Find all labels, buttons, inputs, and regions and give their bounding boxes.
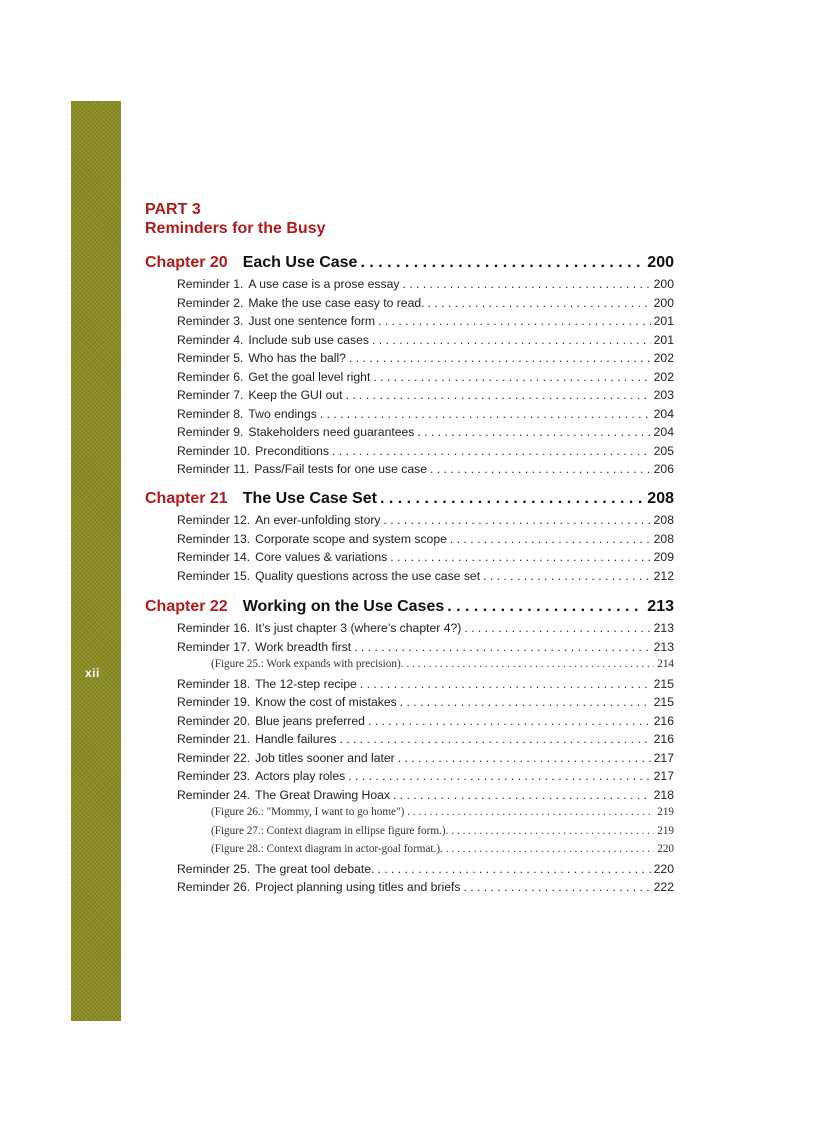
dot-leader xyxy=(430,462,651,476)
reminder-label: Reminder 1. xyxy=(177,277,244,291)
reminder-entry[interactable] xyxy=(177,388,674,402)
chapter-title: Working on the Use Cases xyxy=(242,598,445,615)
entry-page-number: 217 xyxy=(653,769,674,783)
reminder-title: Blue jeans preferred xyxy=(255,713,365,728)
reminder-entry[interactable] xyxy=(177,880,674,894)
entry-page-number: 222 xyxy=(653,880,674,894)
entry-page-number: 213 xyxy=(653,621,674,635)
dot-leader xyxy=(450,532,651,546)
reminder-entry[interactable] xyxy=(177,370,674,384)
reminder-title: Core values & variations xyxy=(255,550,388,564)
entry-page-number: 202 xyxy=(653,351,674,365)
reminder-label: Reminder 23. xyxy=(177,769,251,783)
dot-leader xyxy=(354,640,651,654)
dot-leader xyxy=(464,621,650,635)
entry-page-number: 218 xyxy=(653,787,674,802)
reminder-label: Reminder 6. xyxy=(177,369,244,384)
reminder-label: Reminder 26. xyxy=(177,880,251,894)
entry-page-number: 204 xyxy=(653,425,674,439)
reminder-label: Reminder 18. xyxy=(177,676,251,691)
reminder-label: Reminder 3. xyxy=(177,314,244,328)
reminder-title: It’s just chapter 3 (where’s chapter 4?) xyxy=(255,621,462,635)
entry-page-number: 208 xyxy=(653,513,674,527)
chapter-number: Chapter 21 xyxy=(145,490,228,507)
reminder-label: Reminder 7. xyxy=(177,388,244,402)
reminder-title: An ever-unfolding story xyxy=(255,513,381,527)
page-sidebar-band xyxy=(71,101,121,1021)
dot-leader xyxy=(447,598,644,616)
reminder-entry[interactable] xyxy=(177,677,674,691)
reminder-title: Work breadth first xyxy=(255,639,352,654)
figure-title: (Figure 26.: "Mommy, I want to go home") xyxy=(211,806,405,818)
entry-page-number: 209 xyxy=(653,550,674,564)
dot-leader xyxy=(398,751,651,765)
figure-entry[interactable] xyxy=(211,825,674,837)
reminder-entry[interactable] xyxy=(177,513,674,527)
reminder-entry[interactable] xyxy=(177,640,674,654)
reminder-entry[interactable] xyxy=(177,862,674,876)
dot-leader xyxy=(346,388,651,402)
reminder-title: Job titles sooner and later xyxy=(255,750,395,765)
dot-leader xyxy=(320,407,651,421)
dot-leader xyxy=(384,513,651,527)
reminder-entry[interactable] xyxy=(177,751,674,765)
dot-leader xyxy=(417,425,650,439)
part-title: Reminders for the Busy xyxy=(145,220,326,237)
figure-title: (Figure 27.: Context diagram in ellipse figure form.). xyxy=(211,824,449,837)
dot-leader xyxy=(393,788,651,802)
chapter-page-number: 213 xyxy=(647,598,674,615)
reminder-title: The great tool debate. xyxy=(255,861,375,876)
reminder-title: Who has the ball? xyxy=(248,351,346,365)
entry-page-number: 220 xyxy=(657,843,674,855)
dot-leader xyxy=(373,370,650,384)
reminder-entry[interactable] xyxy=(177,333,674,347)
reminder-entry[interactable] xyxy=(177,407,674,421)
reminder-label: Reminder 15. xyxy=(177,568,251,583)
reminder-title: Preconditions xyxy=(255,443,330,458)
chapter-heading[interactable] xyxy=(145,490,674,508)
reminder-label: Reminder 8. xyxy=(177,406,244,421)
dot-leader xyxy=(360,677,651,691)
dot-leader xyxy=(483,569,651,583)
reminder-entry[interactable] xyxy=(177,769,674,783)
reminder-entry[interactable] xyxy=(177,462,674,476)
dot-leader xyxy=(348,769,650,783)
page-number: xii xyxy=(85,666,100,680)
reminder-label: Reminder 20. xyxy=(177,713,251,728)
reminder-entry[interactable] xyxy=(177,277,674,291)
reminder-label: Reminder 11. xyxy=(177,462,250,476)
chapter-page-number: 208 xyxy=(647,490,674,507)
dot-leader xyxy=(372,333,651,347)
dot-leader xyxy=(463,880,650,894)
chapter-title: The Use Case Set xyxy=(242,490,377,507)
reminder-title: Corporate scope and system scope xyxy=(255,531,447,546)
dot-leader xyxy=(368,714,651,728)
reminder-title: Actors play roles xyxy=(255,769,346,783)
reminder-label: Reminder 17. xyxy=(177,639,251,654)
reminder-label: Reminder 13. xyxy=(177,531,251,546)
entry-page-number: 215 xyxy=(653,676,674,691)
dot-leader xyxy=(349,351,651,365)
chapter-page-number: 200 xyxy=(647,254,674,271)
reminder-label: Reminder 16. xyxy=(177,621,251,635)
reminder-entry[interactable] xyxy=(177,714,674,728)
figure-entry[interactable] xyxy=(211,658,674,670)
reminder-label: Reminder 24. xyxy=(177,787,251,802)
entry-page-number: 202 xyxy=(653,369,674,384)
reminder-title: Make the use case easy to read. xyxy=(248,295,425,310)
reminder-title: Two endings xyxy=(248,406,317,421)
entry-page-number: 201 xyxy=(653,332,674,347)
dot-leader xyxy=(360,254,644,272)
reminder-label: Reminder 2. xyxy=(177,295,244,310)
reminder-entry[interactable] xyxy=(177,351,674,365)
entry-page-number: 219 xyxy=(657,806,674,818)
dot-leader xyxy=(400,695,651,709)
dot-leader xyxy=(377,862,650,876)
reminder-entry[interactable] xyxy=(177,425,674,439)
reminder-label: Reminder 25. xyxy=(177,861,251,876)
reminder-entry[interactable] xyxy=(177,314,674,328)
chapter-title: Each Use Case xyxy=(242,254,358,271)
reminder-entry[interactable] xyxy=(177,444,674,458)
reminder-label: Reminder 14. xyxy=(177,550,251,564)
dot-leader xyxy=(446,843,654,855)
reminder-entry[interactable] xyxy=(177,621,674,635)
reminder-title: Stakeholders need guarantees xyxy=(248,425,415,439)
entry-page-number: 216 xyxy=(653,732,674,746)
reminder-title: Get the goal level right xyxy=(248,369,371,384)
figure-entry[interactable] xyxy=(211,806,674,818)
chapter-heading[interactable] xyxy=(145,598,674,616)
reminder-label: Reminder 5. xyxy=(177,351,244,365)
reminder-title: Keep the GUI out xyxy=(248,388,343,402)
reminder-title: The Great Drawing Hoax xyxy=(255,787,390,802)
figure-title: (Figure 28.: Context diagram in actor-goal format.). xyxy=(211,843,443,855)
reminder-title: Handle failures xyxy=(255,732,337,746)
dot-leader xyxy=(339,732,650,746)
reminder-entry[interactable] xyxy=(177,296,674,310)
reminder-label: Reminder 4. xyxy=(177,332,244,347)
reminder-title: Include sub use cases xyxy=(248,332,369,347)
reminder-entry[interactable] xyxy=(177,788,674,802)
dot-leader xyxy=(428,296,651,310)
dot-leader xyxy=(332,444,651,458)
reminder-label: Reminder 10. xyxy=(177,443,251,458)
dot-leader xyxy=(390,550,650,564)
reminder-title: The 12-step recipe xyxy=(255,676,357,691)
entry-page-number: 216 xyxy=(653,713,674,728)
reminder-title: A use case is a prose essay xyxy=(248,277,400,291)
reminder-title: Quality questions across the use case set xyxy=(255,568,481,583)
entry-page-number: 215 xyxy=(653,695,674,709)
reminder-title: Know the cost of mistakes xyxy=(255,695,397,709)
entry-page-number: 214 xyxy=(657,658,674,670)
entry-page-number: 203 xyxy=(653,388,674,402)
entry-page-number: 200 xyxy=(653,295,674,310)
entry-page-number: 217 xyxy=(653,750,674,765)
reminder-title: Just one sentence form xyxy=(248,314,376,328)
figure-title: (Figure 25.: Work expands with precision). xyxy=(211,658,404,670)
reminder-entry[interactable] xyxy=(177,732,674,746)
chapter-heading[interactable] xyxy=(145,254,674,272)
reminder-entry[interactable] xyxy=(177,569,674,583)
entry-page-number: 213 xyxy=(653,639,674,654)
entry-page-number: 208 xyxy=(653,531,674,546)
chapter-number: Chapter 22 xyxy=(145,598,228,615)
reminder-label: Reminder 12. xyxy=(177,513,251,527)
entry-page-number: 200 xyxy=(653,277,674,291)
reminder-label: Reminder 19. xyxy=(177,695,251,709)
entry-page-number: 219 xyxy=(657,824,674,837)
dot-leader xyxy=(406,658,654,670)
entry-page-number: 212 xyxy=(653,568,674,583)
entry-page-number: 220 xyxy=(653,861,674,876)
reminder-title: Project planning using titles and briefs xyxy=(255,880,461,894)
reminder-label: Reminder 9. xyxy=(177,425,244,439)
dot-leader xyxy=(378,314,651,328)
figure-entry[interactable] xyxy=(211,843,674,855)
entry-page-number: 201 xyxy=(653,314,674,328)
chapter-number: Chapter 20 xyxy=(145,254,228,271)
reminder-label: Reminder 22. xyxy=(177,750,251,765)
reminder-label: Reminder 21. xyxy=(177,732,251,746)
dot-leader xyxy=(451,825,654,837)
entry-page-number: 204 xyxy=(653,406,674,421)
reminder-title: Pass/Fail tests for one use case xyxy=(254,462,428,476)
part-label: PART 3 xyxy=(145,201,201,218)
entry-page-number: 206 xyxy=(653,462,674,476)
entry-page-number: 205 xyxy=(653,443,674,458)
reminder-entry[interactable] xyxy=(177,695,674,709)
reminder-entry[interactable] xyxy=(177,532,674,546)
dot-leader xyxy=(402,277,650,291)
dot-leader xyxy=(380,490,644,508)
dot-leader xyxy=(407,806,654,818)
reminder-entry[interactable] xyxy=(177,550,674,564)
